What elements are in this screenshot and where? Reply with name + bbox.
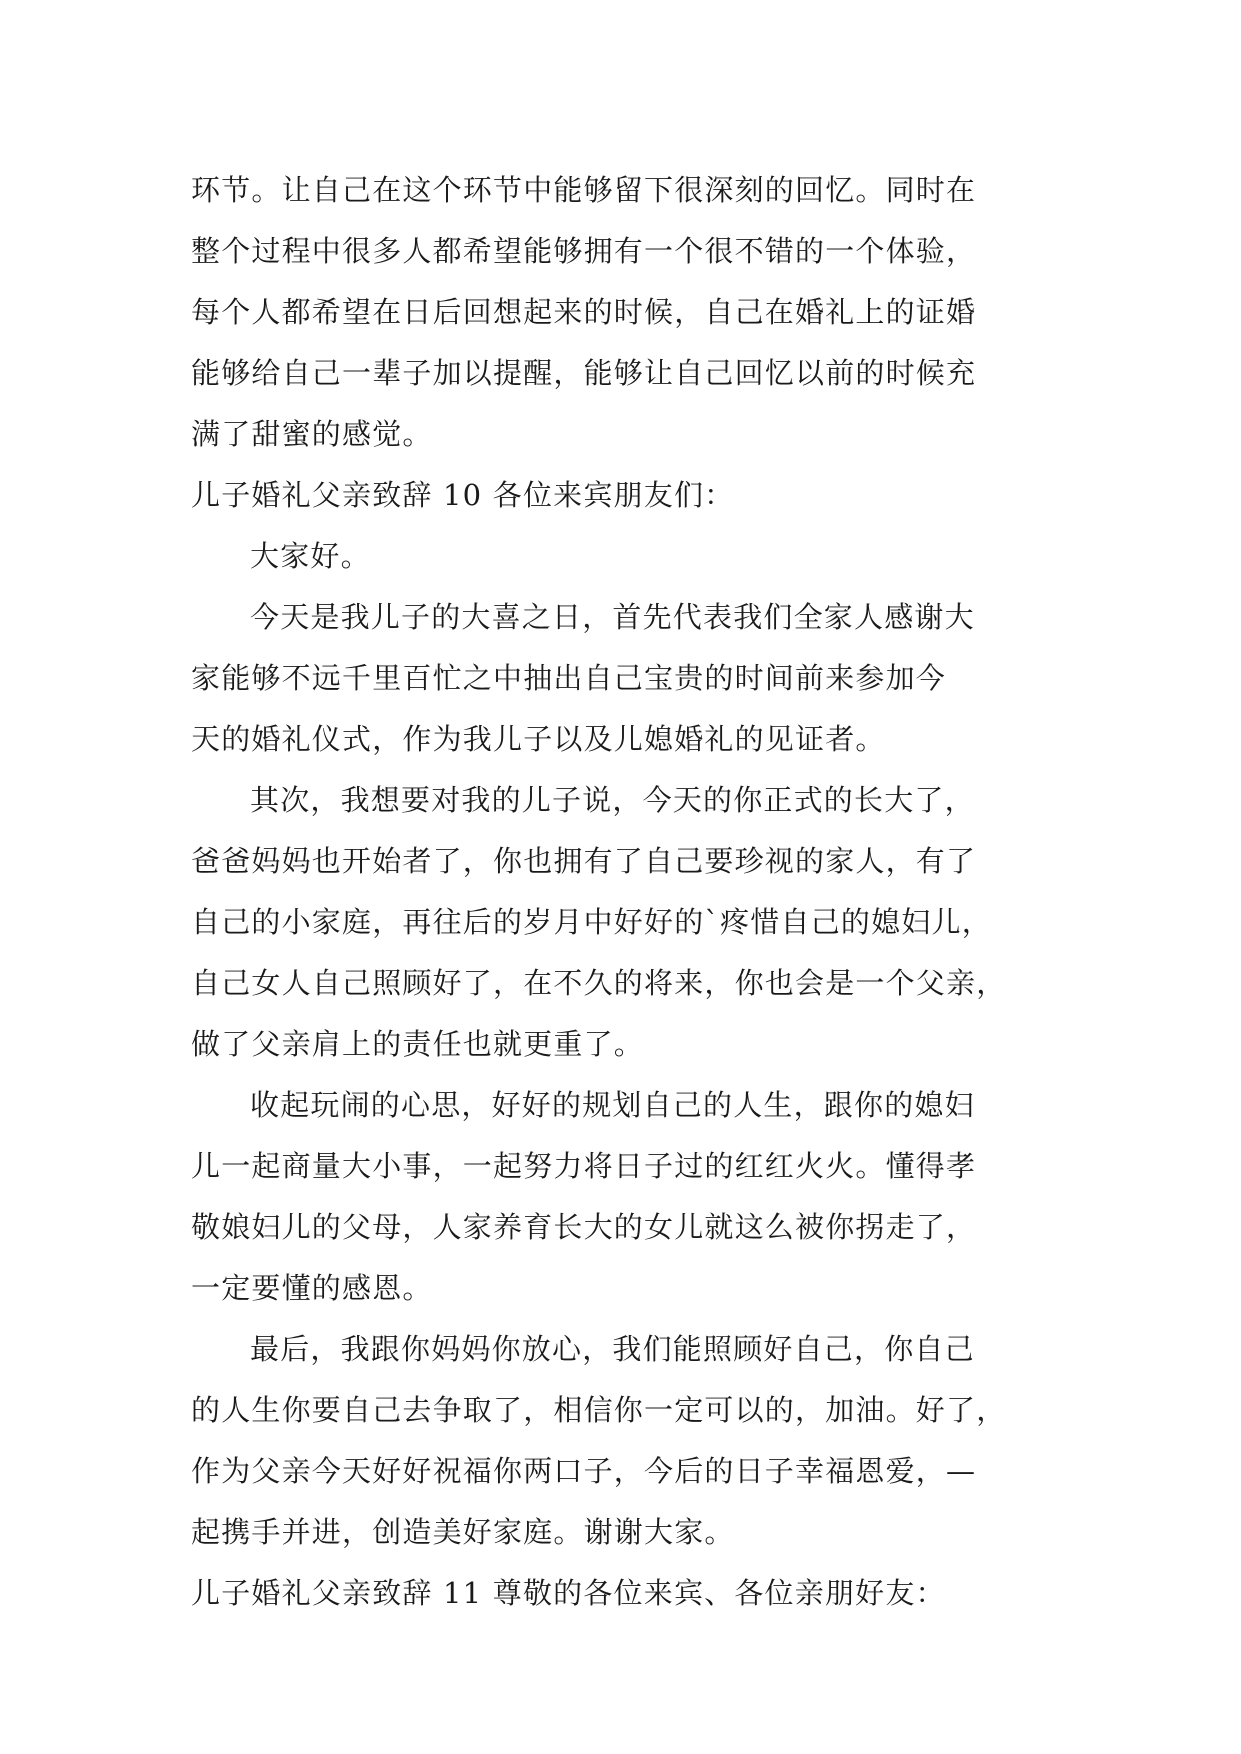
body-line: 一定要懂的感恩。 [191, 1271, 433, 1305]
body-line: 自己女人自己照顾好了，在不久的将来，你也会是一个父亲， [191, 966, 1007, 1000]
body-line: 的人生你要自己去争取了，相信你一定可以的，加油。好了， [191, 1393, 1007, 1427]
paragraph-start: 其次，我想要对我的儿子说，今天的你正式的长大了， [250, 783, 975, 817]
body-line: 自己的小家庭，再往后的岁月中好好的`疼惜自己的媳妇儿， [191, 905, 992, 939]
body-line: 作为父亲今天好好祝福你两口子，今后的日子幸福恩爱，— [191, 1454, 977, 1488]
body-line: 爸爸妈妈也开始者了，你也拥有了自己要珍视的家人，有了 [191, 844, 977, 878]
body-line: 每个人都希望在日后回想起来的时候，自己在婚礼上的证婚 [191, 295, 977, 329]
body-line: 敬娘妇儿的父母，人家养育长大的女儿就这么被你拐走了， [191, 1210, 977, 1244]
body-line: 能够给自己一辈子加以提醒，能够让自己回忆以前的时候充 [191, 356, 977, 390]
body-line: 满了甜蜜的感觉。 [191, 417, 433, 451]
body-line: 整个过程中很多人都希望能够拥有一个很不错的一个体验， [191, 234, 977, 268]
body-line: 起携手并进，创造美好家庭。谢谢大家。 [191, 1515, 735, 1549]
body-line: 家能够不远千里百忙之中抽出自己宝贵的时间前来参加今 [191, 661, 947, 695]
section-heading-10: 儿子婚礼父亲致辞 10 各位来宾朋友们： [191, 478, 735, 512]
body-line: 环节。让自己在这个环节中能够留下很深刻的回忆。同时在 [191, 173, 977, 207]
paragraph-start: 收起玩闹的心思，好好的规划自己的人生，跟你的媳妇 [250, 1088, 975, 1122]
greeting-line: 大家好。 [250, 539, 371, 573]
paragraph-start: 今天是我儿子的大喜之日，首先代表我们全家人感谢大 [250, 600, 975, 634]
document-body [191, 160, 1051, 1624]
body-line: 儿一起商量大小事，一起努力将日子过的红红火火。懂得孝 [191, 1149, 977, 1183]
body-line: 做了父亲肩上的责任也就更重了。 [191, 1027, 645, 1061]
paragraph-start: 最后，我跟你妈妈你放心，我们能照顾好自己，你自己 [250, 1332, 975, 1366]
body-line: 天的婚礼仪式，作为我儿子以及儿媳婚礼的见证者。 [191, 722, 886, 756]
section-heading-11: 儿子婚礼父亲致辞 11 尊敬的各位来宾、各位亲朋好友： [191, 1576, 946, 1610]
